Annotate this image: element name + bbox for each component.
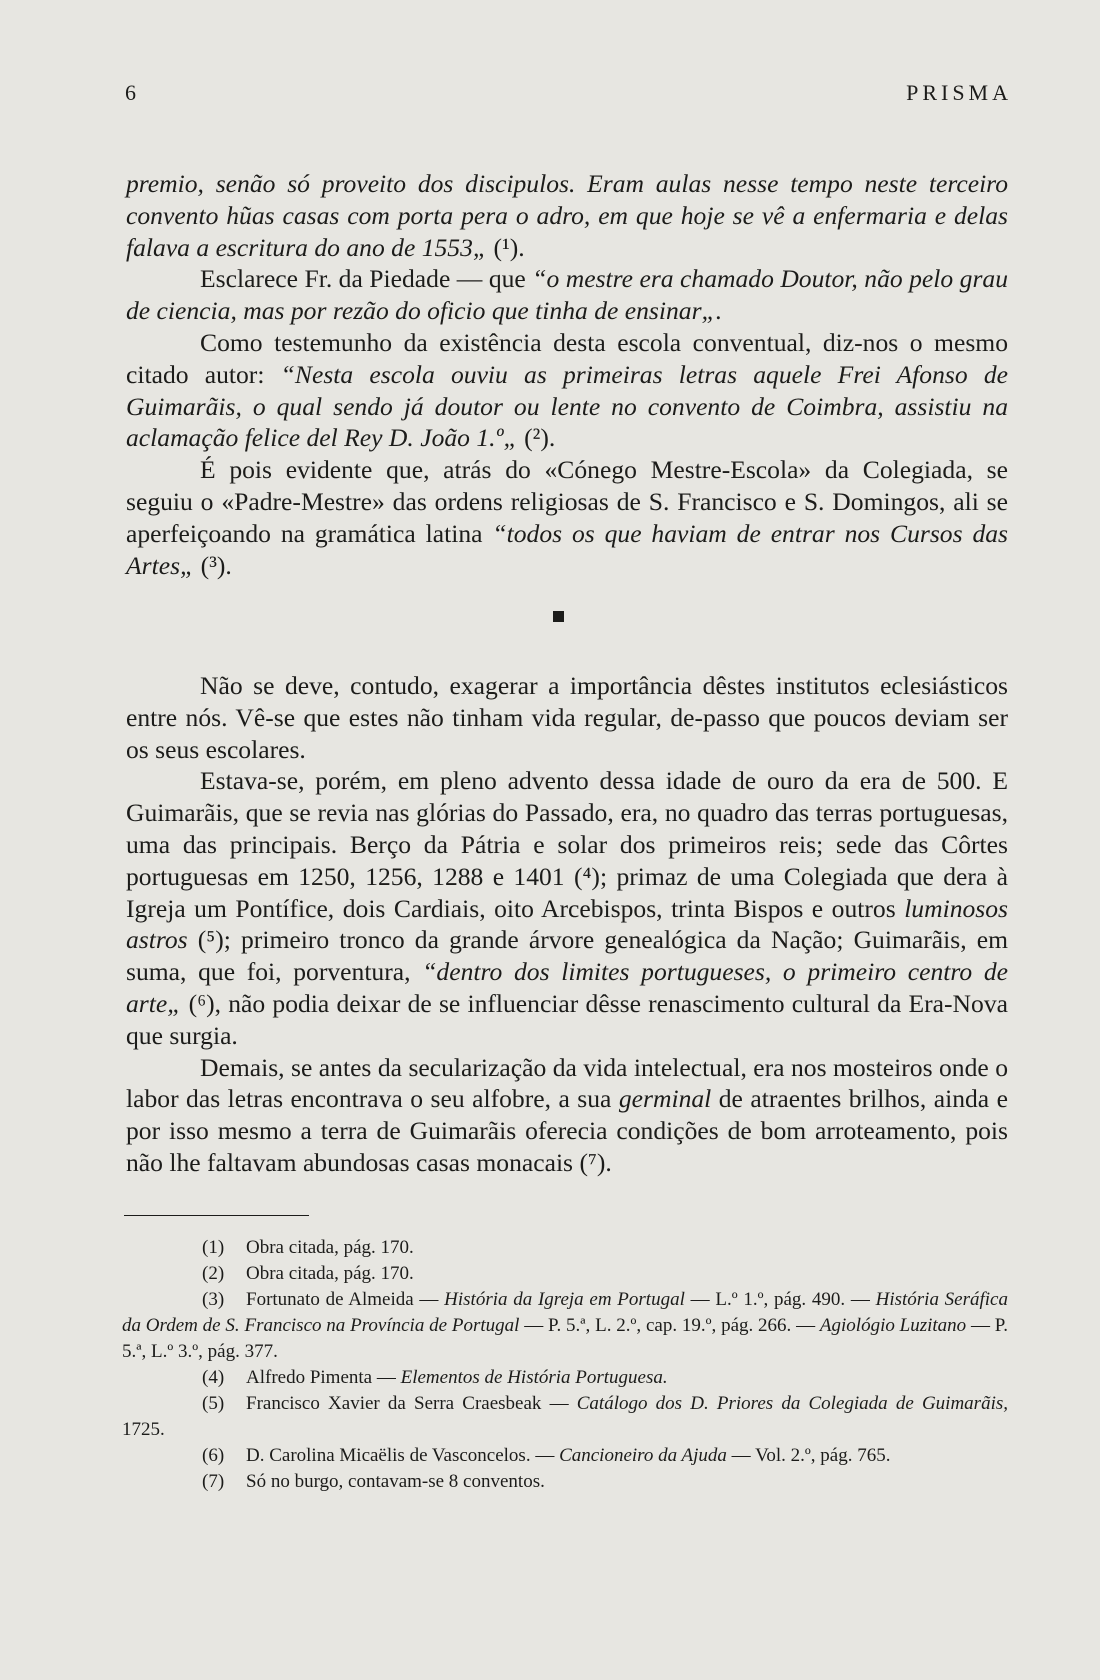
- quoted-text: “o mestre era chamado Doutor, não pelo grau de ciencia, mas por rezão do oficio que tinha de ensinar„.: [126, 264, 1008, 326]
- body-text: Como testemunho da existência desta escola conventual, diz-nos o mesmo citado autor:: [126, 327, 1008, 389]
- work-title: Elementos de História Portuguesa.: [400, 1367, 668, 1388]
- page-number: 6: [125, 80, 137, 105]
- body-text: de atraentes brilhos, ainda e por isso mesmo a terra de Guimarãis oferecia condições de bom arroteamento, pois não lhe faltavam abundosas casas monacais: [126, 1084, 1008, 1177]
- footnote-text: — P. 5.ª, L. 2.º, cap. 19.º, pág. 266. —: [519, 1315, 820, 1336]
- footnotes: [122, 1235, 1008, 1495]
- footnote-text: D. Carolina Micaëlis de Vasconcelos. —: [246, 1445, 560, 1466]
- footnote-ref: (⁵);: [197, 925, 231, 955]
- body-text: primeiro tronco da grande árvore genealógica da Nação; Guimarãis, em suma, que foi, porventura,: [126, 925, 1008, 987]
- body-text: Esclarece Fr. da Piedade — que: [200, 264, 533, 294]
- footnote-number: (7): [202, 1471, 225, 1492]
- footnote: [122, 1287, 1008, 1365]
- paragraph: [126, 765, 1008, 1051]
- footnote-number: (5): [202, 1393, 225, 1414]
- body-text: Demais, se antes da secularização da vida intelectual, era nos mosteiros onde o labor das letras encontrava o seu alfobre, a sua: [126, 1052, 1008, 1114]
- journal-title: PRISMA: [906, 80, 1012, 105]
- paragraph: [126, 327, 1008, 454]
- footnote-number: (2): [202, 1263, 225, 1284]
- work-title: História Seráfica da Ordem de S. Francisco na Província de Portugal: [122, 1289, 1008, 1336]
- footnote-number: (1): [202, 1237, 225, 1258]
- paragraph: [126, 454, 1008, 581]
- footnote-rule: [124, 1215, 309, 1216]
- body-text: primaz de uma Colegiada que dera à Igreja um Pontífice, dois Cardiais, oito Arcebispos, trinta Bispos e outros: [126, 861, 1009, 923]
- quoted-text: “dentro dos limites portugueses, o primeiro centro de arte„: [126, 957, 1008, 1018]
- footnote-number: (3): [202, 1289, 225, 1310]
- footnote-ref: (⁶),: [188, 988, 222, 1018]
- footnote-text: 1725.: [122, 1419, 165, 1440]
- footnote-ref: (²).: [524, 423, 556, 453]
- footnote-ref: (⁴);: [573, 861, 608, 891]
- footnote-text: Só no burgo, contavam-se 8 conventos.: [246, 1471, 545, 1492]
- footnote: [122, 1443, 1008, 1469]
- footnote-text: Alfredo Pimenta —: [246, 1367, 401, 1388]
- footnote-number: (4): [202, 1367, 225, 1388]
- body-text: Estava-se, porém, em pleno advento dessa idade de ouro da era de 500. E Guimarãis, que se revia nas glórias do Passado, era, no quadro das terras portuguesas, uma das principais. Berço da Pátria e solar dos primeiros reis; sede das Côrtes portuguesas em 1250, 1256, 1288 e 1401: [126, 766, 1008, 891]
- footnote-text: Obra citada, pág. 170.: [246, 1237, 414, 1258]
- footnote: [122, 1469, 1008, 1495]
- footnote: [122, 1235, 1008, 1261]
- paragraph: [126, 670, 1008, 765]
- footnote-text: Obra citada, pág. 170.: [246, 1263, 414, 1284]
- footnote: [122, 1391, 1008, 1443]
- body-text: É pois evidente que, atrás do «Cónego Mestre-Escola» da Colegiada, se seguiu o «Padre-Mestre» das ordens religiosas de S. Francisco e S. Domingos, ali se aperfeiçoando na gramática latina: [126, 455, 1008, 548]
- footnote-text: Fortunato de Almeida —: [246, 1289, 445, 1310]
- work-title: História da Igreja em Portugal: [444, 1289, 685, 1310]
- footnote-text: — L.º 1.º, pág. 490. —: [684, 1289, 876, 1310]
- section-two: [126, 670, 1008, 1179]
- section-separator-square: [553, 611, 564, 622]
- italic-text: germinal: [618, 1084, 712, 1114]
- footnote: [122, 1365, 1008, 1391]
- quoted-text: premio, senão só proveito dos discipulos. Eram aulas nesse tempo neste terceiro convento hũas casas com porta pera o adro, em que hoje se vê a enfermaria e delas falava a escritura do ano de 1553„: [126, 169, 1008, 262]
- work-title: Agiológio Luzitano: [819, 1315, 967, 1336]
- paragraph: [126, 263, 1008, 327]
- footnote-text: Francisco Xavier da Serra Craesbeak —: [246, 1393, 577, 1414]
- footnote-ref: (¹).: [493, 232, 525, 262]
- paragraph: [126, 168, 1008, 263]
- body-text: não podia deixar de se influenciar dêsse renascimento cultural da Era-Nova que surgia.: [126, 988, 1008, 1050]
- italic-text: luminosos astros: [126, 893, 1008, 955]
- work-title: Cancioneiro da Ajuda: [559, 1445, 727, 1466]
- work-title: Catálogo dos D. Priores da Colegiada de Guimarãis,: [576, 1393, 1008, 1414]
- footnote-ref: (³).: [200, 550, 232, 580]
- footnote: [122, 1261, 1008, 1287]
- footnote-ref: (⁷).: [579, 1147, 612, 1177]
- body-text: Não se deve, contudo, exagerar a importância dêstes institutos eclesiásticos entre nós. Vê-se que estes não tinham vida regular, de-passo que poucos deviam ser os seus escolares.: [126, 671, 1008, 764]
- quoted-text: “Nesta escola ouviu as primeiras letras aquele Frei Afonso de Guimarãis, o qual sendo já doutor ou lente no convento de Coimbra, assistiu na aclamação felice del Rey D. João 1.º„: [126, 359, 1008, 453]
- paragraph: [126, 1052, 1008, 1179]
- quoted-text: “todos os que haviam de entrar nos Cursos das Artes„: [126, 518, 1008, 580]
- footnote-text: — Vol. 2.º, pág. 765.: [726, 1445, 891, 1466]
- footnote-number: (6): [202, 1445, 225, 1466]
- footnote-text: — P. 5.ª, L.º 3.º, pág. 377.: [122, 1315, 1009, 1362]
- section-one: [126, 168, 1008, 581]
